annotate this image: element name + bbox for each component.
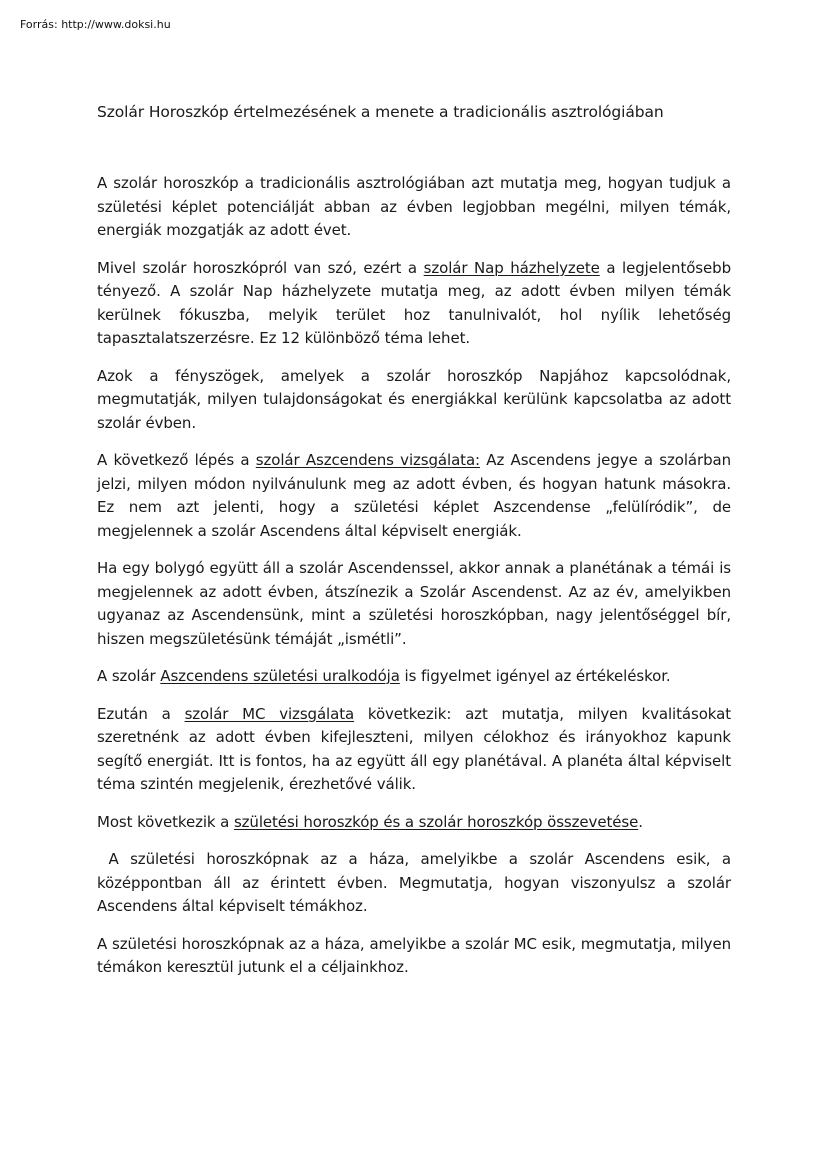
- text-run: A következő lépés a: [97, 451, 256, 469]
- page-title: Szolár Horoszkóp értelmezésének a menete a tradicionális asztrológiában: [97, 103, 664, 121]
- text-run: .: [638, 812, 643, 831]
- document-body: [97, 172, 731, 980]
- text-run: A születési horoszkópnak az a háza, amelyikbe a szolár Ascendens esik, a középpontban áll az érintett évben. Megmutatja, hogyan viszonyulsz a szolár Ascendens által képviselt témákhoz.: [97, 850, 731, 915]
- paragraph: [97, 257, 731, 351]
- text-run: születési horoszkóp és a szolár horoszkóp összevetése: [233, 812, 639, 831]
- paragraph: [97, 557, 731, 651]
- text-run: Az Ascendens jegye a szolárban jelzi, milyen módon nyilvánulunk meg az adott évben, és hogyan hatunk másokra. Ez nem azt jelenti, hogy a születési képlet Aszcendense „felülíródik”, de megjelennek a szolár Ascendens által képviselt energiák.: [97, 451, 731, 540]
- paragraph: [97, 449, 731, 543]
- document-content: [97, 100, 731, 980]
- paragraph: [97, 703, 731, 797]
- text-run: szolár MC vizsgálata: [184, 704, 355, 723]
- paragraph: [97, 933, 731, 980]
- paragraph: [97, 811, 731, 835]
- text-run: Mivel szolár horoszkópról van szó, ezért a: [97, 258, 424, 277]
- text-run: következik: azt mutatja, milyen kvalitásokat szeretnénk az adott évben kifejleszteni, milyen célokhoz és irányokhoz kapunk segítő energiát. Itt is fontos, ha az együtt áll egy planétával. A planéta által képviselt téma szintén megjelenik, érezhetővé válik.: [97, 704, 731, 793]
- text-run: Aszcendens születési uralkodója: [160, 667, 400, 685]
- text-run: A szolár horoszkóp a tradicionális asztrológiában azt mutatja meg, hogyan tudjuk a születési képlet potenciálját abban az évben legjobban megélni, milyen témák, energiák mozgatják az adott évet.: [97, 174, 731, 239]
- text-run: Most következik a: [97, 812, 234, 831]
- paragraph: [97, 848, 731, 919]
- text-run: A szolár: [97, 667, 161, 685]
- text-run: is figyelmet igényel az értékeléskor.: [399, 667, 671, 685]
- text-run: szolár Aszcendens vizsgálata:: [255, 451, 480, 469]
- text-run: Ezután a: [97, 704, 185, 723]
- paragraph: [97, 665, 731, 689]
- text-run: szolár Nap házhelyzete: [423, 258, 600, 277]
- text-run: A születési horoszkópnak az a háza, amelyikbe a szolár MC esik, megmutatja, milyen témákon keresztül jutunk el a céljainkhoz.: [97, 934, 731, 976]
- paragraph: [97, 365, 731, 436]
- text-run: a legjelentősebb tényező. A szolár Nap házhelyzete mutatja meg, az adott évben milyen témák kerülnek fókuszba, melyik terület hoz tanulnivalót, hol nyílik lehetőség tapasztalatszerzésre. Ez 12 különböző téma lehet.: [97, 258, 731, 347]
- text-run: Ha egy bolygó együtt áll a szolár Ascendenssel, akkor annak a planétának a témái is megjelennek az adott évben, átszínezik a Szolár Ascendenst. Az az év, amelyikben ugyanaz az Ascendensünk, mint a születési horoszkópban, nagy jelentőséggel bír, hiszen megszületésünk témáját „ismétli”.: [97, 559, 731, 648]
- paragraph: [97, 172, 731, 243]
- text-run: Azok a fényszögek, amelyek a szolár horoszkóp Napjához kapcsolódnak, megmutatják, milyen tulajdonságokat és energiákkal kerülünk kapcsolatba az adott szolár évben.: [97, 366, 731, 432]
- source-label: Forrás: http://www.doksi.hu: [20, 18, 171, 31]
